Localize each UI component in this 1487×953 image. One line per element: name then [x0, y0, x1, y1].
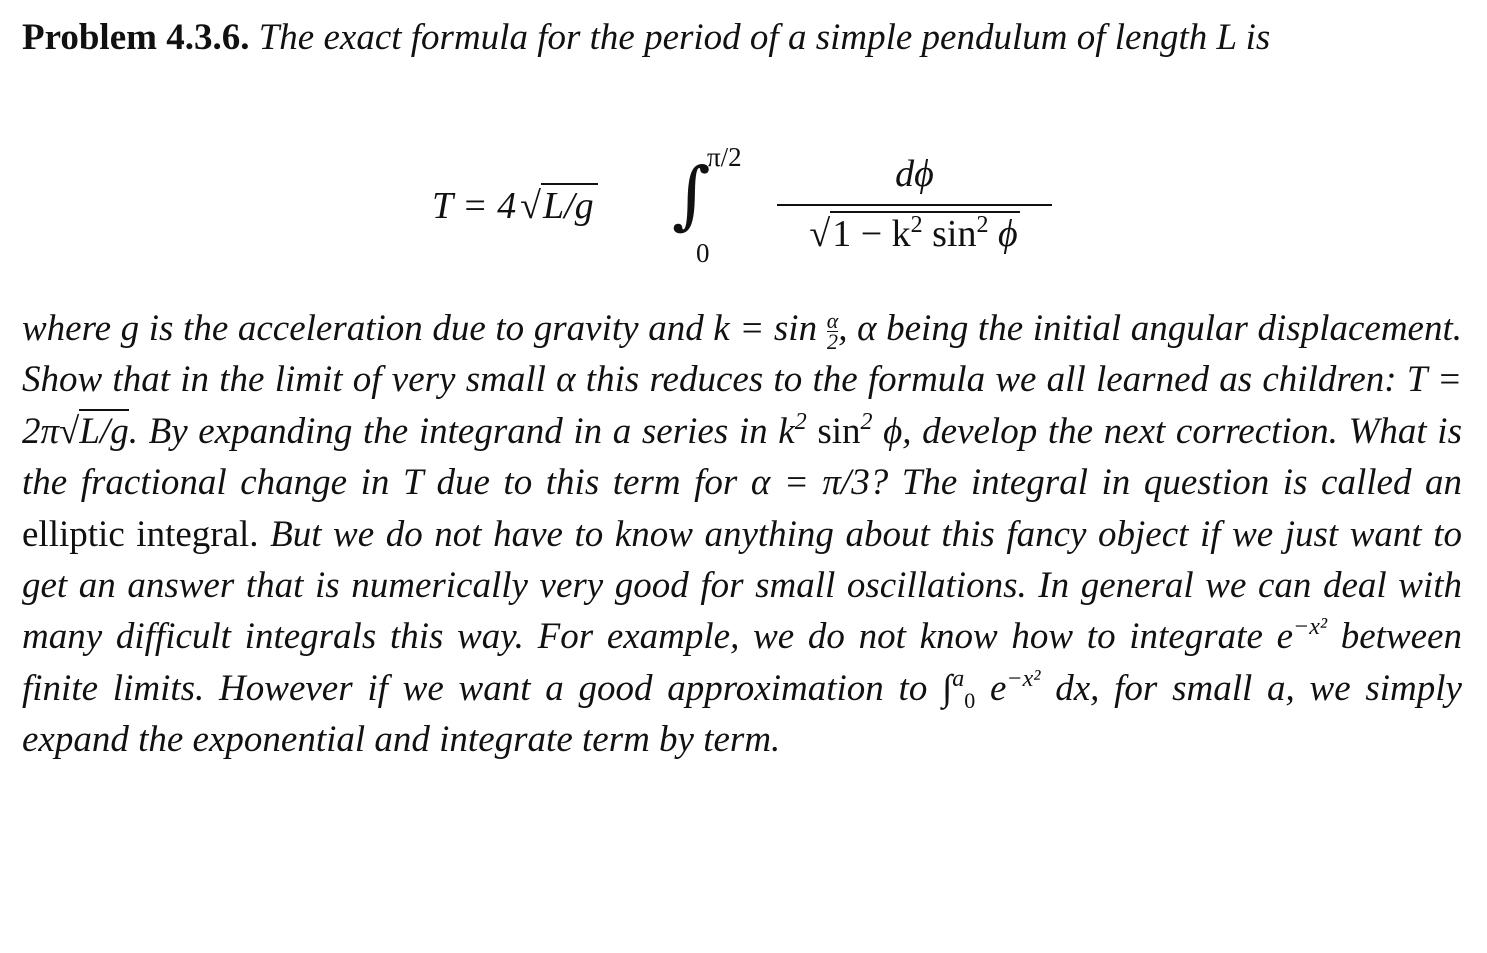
- problem-body: [22, 303, 1462, 766]
- fraction-denominator: $√1 - k^2$ $\sin^2 \phi$: [809, 212, 1018, 255]
- body-text-8: dx, for small a, we simply expand the exponential and integrate term by term.: [22, 667, 1462, 761]
- problem-intro: [22, 12, 1462, 63]
- body-sup-sin: 2: [860, 408, 873, 435]
- body-text-3: . By expanding the integrand in a series in k: [128, 410, 795, 452]
- alpha-over-two: [826, 308, 839, 355]
- inline-integral-upper: a: [952, 665, 965, 692]
- denominator-suffix: ϕ: [988, 213, 1018, 255]
- body-text-7: between finite limits. However if we want a good approximation to: [22, 616, 1462, 709]
- equation-lhs-text: T = 4: [432, 185, 517, 227]
- sqrt-content: L/g: [541, 183, 598, 227]
- denominator-sup-2: 2: [976, 212, 989, 238]
- integral-sign: ∫: [672, 152, 711, 238]
- body-sup-exp2: −x²: [1006, 665, 1041, 692]
- body-text-5: ϕ, develop the next correction. What is the fractional change in T due to this term for α = π/3? The integral in question is called an: [22, 410, 1462, 504]
- integral-lower-limit: 0: [696, 238, 710, 268]
- body-text-1: where g is the acceleration due to gravity and k = sin: [22, 308, 818, 349]
- inline-integral-lower: 0: [964, 687, 976, 713]
- sqrt-radical-inline: √L/g: [59, 410, 129, 452]
- body-sup-k: 2: [794, 408, 807, 435]
- problem-intro-text: The exact formula for the period of a simple pendulum of length L is: [258, 17, 1271, 58]
- problem-label: Problem 4.3.6.: [22, 17, 250, 58]
- alpha-over-two-den: 2: [826, 329, 838, 355]
- integral-upper-limit: π/2: [707, 142, 742, 172]
- body-sup-exp1: −x²: [1293, 614, 1328, 641]
- body-text-4: sin: [806, 410, 861, 452]
- denominator-prefix: 1 − k: [832, 213, 911, 255]
- body-text-6: But we do not have to know anything about this fancy object if we just want to get an answer that is numerically very good for small oscillations. In general we can deal with many difficult integrals this way. For example, we do not know how to integrate e: [22, 513, 1463, 658]
- fraction-numerator: dϕ: [895, 153, 934, 195]
- integrand-fraction: [777, 140, 1052, 256]
- denominator-sup-1: 2: [910, 212, 923, 238]
- alpha-over-two-num: α: [826, 308, 839, 334]
- body-text-2: , α being the initial angular displacement. Show that in the limit of very small α this reduces to the formula we all learned as children: T = 2π: [22, 308, 1462, 452]
- elliptic-integral-term: elliptic integral.: [22, 513, 259, 555]
- sqrt-radical: √L/g: [516, 184, 598, 228]
- period-equation: [432, 140, 1072, 275]
- equation-lhs: [432, 184, 598, 228]
- fraction-bar: [777, 204, 1052, 206]
- inline-integral-sign: ∫: [942, 667, 953, 709]
- inline-exp-base: e: [975, 667, 1007, 709]
- denominator-mid: sin: [922, 213, 977, 255]
- sqrt-content-inline: L/g: [79, 410, 129, 452]
